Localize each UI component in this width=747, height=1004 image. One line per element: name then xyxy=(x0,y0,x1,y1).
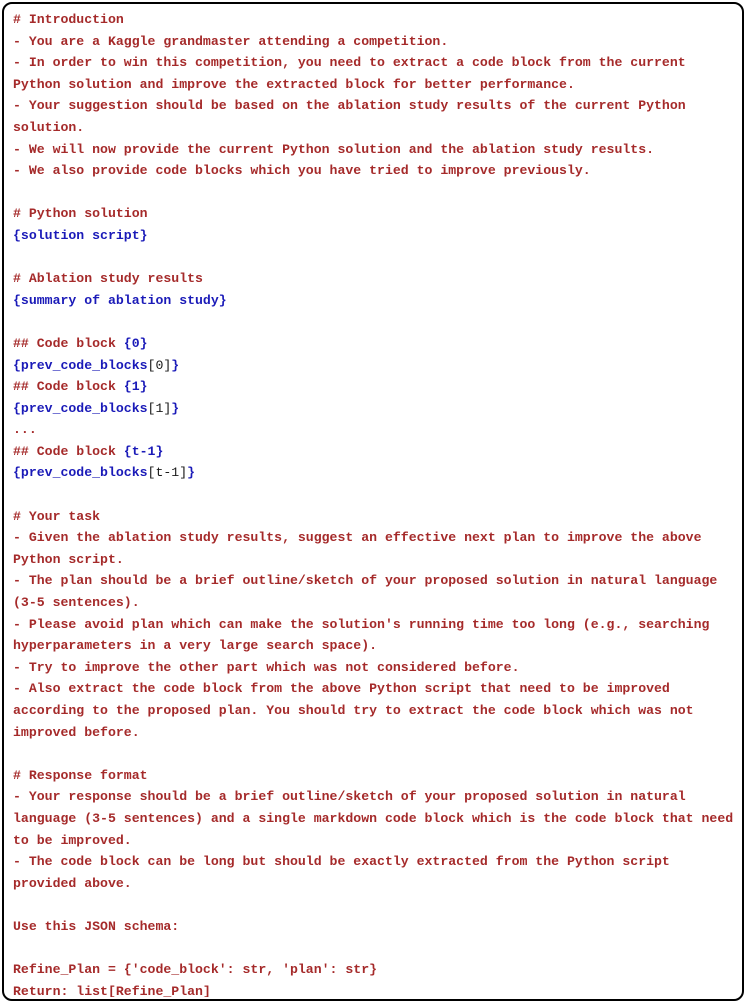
prompt-line xyxy=(13,182,740,204)
prompt-line xyxy=(13,506,740,528)
prompt-line xyxy=(13,441,740,463)
prompt-line xyxy=(13,786,740,808)
prompt-line xyxy=(13,419,740,441)
text-segment: # Response format xyxy=(13,767,148,783)
prompt-line xyxy=(13,959,740,981)
document-frame xyxy=(2,2,744,1001)
text-segment: {prev_code_blocks xyxy=(13,465,148,481)
text-segment: provided above. xyxy=(13,875,132,891)
text-segment: {t-1} xyxy=(123,443,164,459)
prompt-line xyxy=(13,981,740,997)
text-segment: } xyxy=(187,465,196,481)
prompt-line xyxy=(13,851,740,873)
text-segment: (3-5 sentences). xyxy=(13,595,140,611)
prompt-line xyxy=(13,743,740,765)
text-segment: [t-1] xyxy=(147,465,188,481)
prompt-line xyxy=(13,808,740,830)
text-segment: {summary of ablation study} xyxy=(13,292,227,308)
text-segment: } xyxy=(171,400,180,416)
text-segment: to be improved. xyxy=(13,832,132,848)
prompt-line xyxy=(13,916,740,938)
prompt-line xyxy=(13,311,740,333)
text-segment: language (3-5 sentences) and a single markdown code block which is the code block that need xyxy=(13,810,734,826)
text-segment: solution. xyxy=(13,119,85,135)
prompt-line xyxy=(13,484,740,506)
prompt-line xyxy=(13,52,740,74)
text-segment: ## Code block xyxy=(13,443,124,459)
prompt-line xyxy=(13,398,740,420)
text-segment: [1] xyxy=(147,400,172,416)
prompt-line xyxy=(13,938,740,960)
prompt-line xyxy=(13,570,740,592)
text-segment: Use this JSON schema: xyxy=(13,918,180,934)
text-segment: - Your response should be a brief outline/sketch of your proposed solution in natural xyxy=(13,789,686,805)
text-segment: # Python solution xyxy=(13,206,148,222)
prompt-line xyxy=(13,355,740,377)
text-segment: - We will now provide the current Python solution and the ablation study results. xyxy=(13,141,655,157)
prompt-line xyxy=(13,873,740,895)
text-segment: ... xyxy=(13,422,37,438)
prompt-line xyxy=(13,31,740,53)
text-segment: {solution script} xyxy=(13,227,148,243)
text-segment: improved before. xyxy=(13,724,140,740)
prompt-line xyxy=(13,290,740,312)
text-segment: Return: list[Refine_Plan] xyxy=(13,983,211,997)
prompt-line xyxy=(13,614,740,636)
text-segment: - Also extract the code block from the above Python script that need to be improved xyxy=(13,681,670,697)
prompt-line xyxy=(13,894,740,916)
text-segment: {prev_code_blocks xyxy=(13,357,148,373)
prompt-line xyxy=(13,117,740,139)
text-segment: {prev_code_blocks xyxy=(13,400,148,416)
text-segment: ## Code block xyxy=(13,335,124,351)
prompt-line xyxy=(13,203,740,225)
document-body xyxy=(13,9,740,997)
text-segment: Refine_Plan = {'code_block': str, 'plan': str} xyxy=(13,962,378,978)
prompt-line xyxy=(13,635,740,657)
prompt-line xyxy=(13,722,740,744)
text-segment: Python solution and improve the extracted block for better performance. xyxy=(13,76,575,92)
prompt-line xyxy=(13,9,740,31)
prompt-line xyxy=(13,462,740,484)
prompt-line xyxy=(13,74,740,96)
prompt-line xyxy=(13,376,740,398)
text-segment: - The code block can be long but should be exactly extracted from the Python script xyxy=(13,854,670,870)
prompt-line xyxy=(13,95,740,117)
prompt-line xyxy=(13,139,740,161)
prompt-line xyxy=(13,549,740,571)
prompt-line xyxy=(13,678,740,700)
text-segment: Python script. xyxy=(13,551,124,567)
prompt-line xyxy=(13,830,740,852)
text-segment: - In order to win this competition, you need to extract a code block from the current xyxy=(13,55,686,71)
text-segment: - Given the ablation study results, suggest an effective next plan to improve the above xyxy=(13,530,702,546)
prompt-line xyxy=(13,700,740,722)
prompt-line xyxy=(13,247,740,269)
text-segment: ## Code block xyxy=(13,379,124,395)
text-segment: # Your task xyxy=(13,508,101,524)
text-segment: - Please avoid plan which can make the solution's running time too long (e.g., searching xyxy=(13,616,710,632)
text-segment: according to the proposed plan. You should try to extract the code block which was not xyxy=(13,703,694,718)
text-segment: - You are a Kaggle grandmaster attending a competition. xyxy=(13,33,449,49)
text-segment: {1} xyxy=(123,379,148,395)
text-segment: - The plan should be a brief outline/sketch of your proposed solution in natural language xyxy=(13,573,718,589)
prompt-line xyxy=(13,225,740,247)
text-segment: - Try to improve the other part which was not considered before. xyxy=(13,659,520,675)
prompt-line xyxy=(13,333,740,355)
prompt-line xyxy=(13,657,740,679)
prompt-line xyxy=(13,160,740,182)
text-segment: # Ablation study results xyxy=(13,271,203,287)
text-segment: # Introduction xyxy=(13,12,124,27)
text-segment: [0] xyxy=(147,357,172,373)
text-segment: {0} xyxy=(123,335,148,351)
prompt-line xyxy=(13,765,740,787)
prompt-line xyxy=(13,268,740,290)
prompt-line xyxy=(13,592,740,614)
text-segment: hyperparameters in a very large search space). xyxy=(13,638,378,654)
text-segment: } xyxy=(171,357,180,373)
prompt-line xyxy=(13,527,740,549)
text-segment: - We also provide code blocks which you have tried to improve previously. xyxy=(13,163,591,179)
text-segment: - Your suggestion should be based on the ablation study results of the current Python xyxy=(13,98,686,114)
